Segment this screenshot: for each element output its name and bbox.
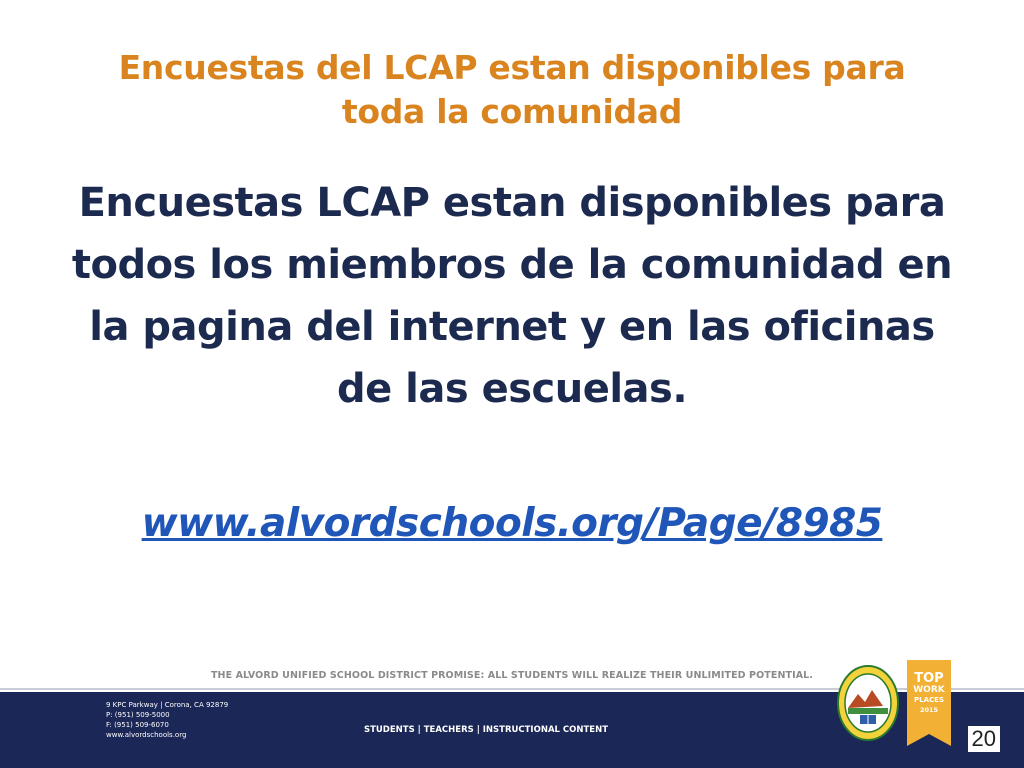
body-line-1: Encuestas LCAP estan disponibles para xyxy=(78,180,946,226)
body-line-3: la pagina del internet y en las oficinas xyxy=(89,304,935,350)
slide-title-line-2: toda la comunidad xyxy=(341,92,683,131)
survey-link[interactable]: www.alvordschools.org/Page/8985 xyxy=(141,501,883,546)
body-line-4: de las escuelas. xyxy=(336,366,688,412)
district-seal-icon xyxy=(836,664,900,742)
address-fax: F: (951) 509-6070 xyxy=(106,721,169,729)
address-phone: P: (951) 509-5000 xyxy=(106,711,170,719)
badge-places: PLACES xyxy=(914,696,944,704)
body-paragraph xyxy=(60,172,964,420)
district-address xyxy=(106,700,228,740)
body-line-2: todos los miembros de la comunidad en xyxy=(71,242,953,288)
footer-tagline: STUDENTS | TEACHERS | INSTRUCTIONAL CONTENT xyxy=(363,725,608,735)
slide-title xyxy=(60,46,964,134)
address-website: www.alvordschools.org xyxy=(106,731,187,739)
page-number: 20 xyxy=(968,726,1000,752)
badge-work: WORK xyxy=(913,685,945,695)
district-promise: THE ALVORD UNIFIED SCHOOL DISTRICT PROMISE: ALL STUDENTS WILL REALIZE THEIR UNLIMITED POTENTIAL. xyxy=(210,670,814,681)
slide-title-line-1: Encuestas del LCAP estan disponibles para xyxy=(118,48,906,87)
badge-top: TOP xyxy=(914,671,944,686)
address-street: 9 KPC Parkway | Corona, CA 92879 xyxy=(106,701,229,709)
top-workplaces-badge xyxy=(907,672,951,714)
badge-year: 2015 xyxy=(919,706,939,714)
